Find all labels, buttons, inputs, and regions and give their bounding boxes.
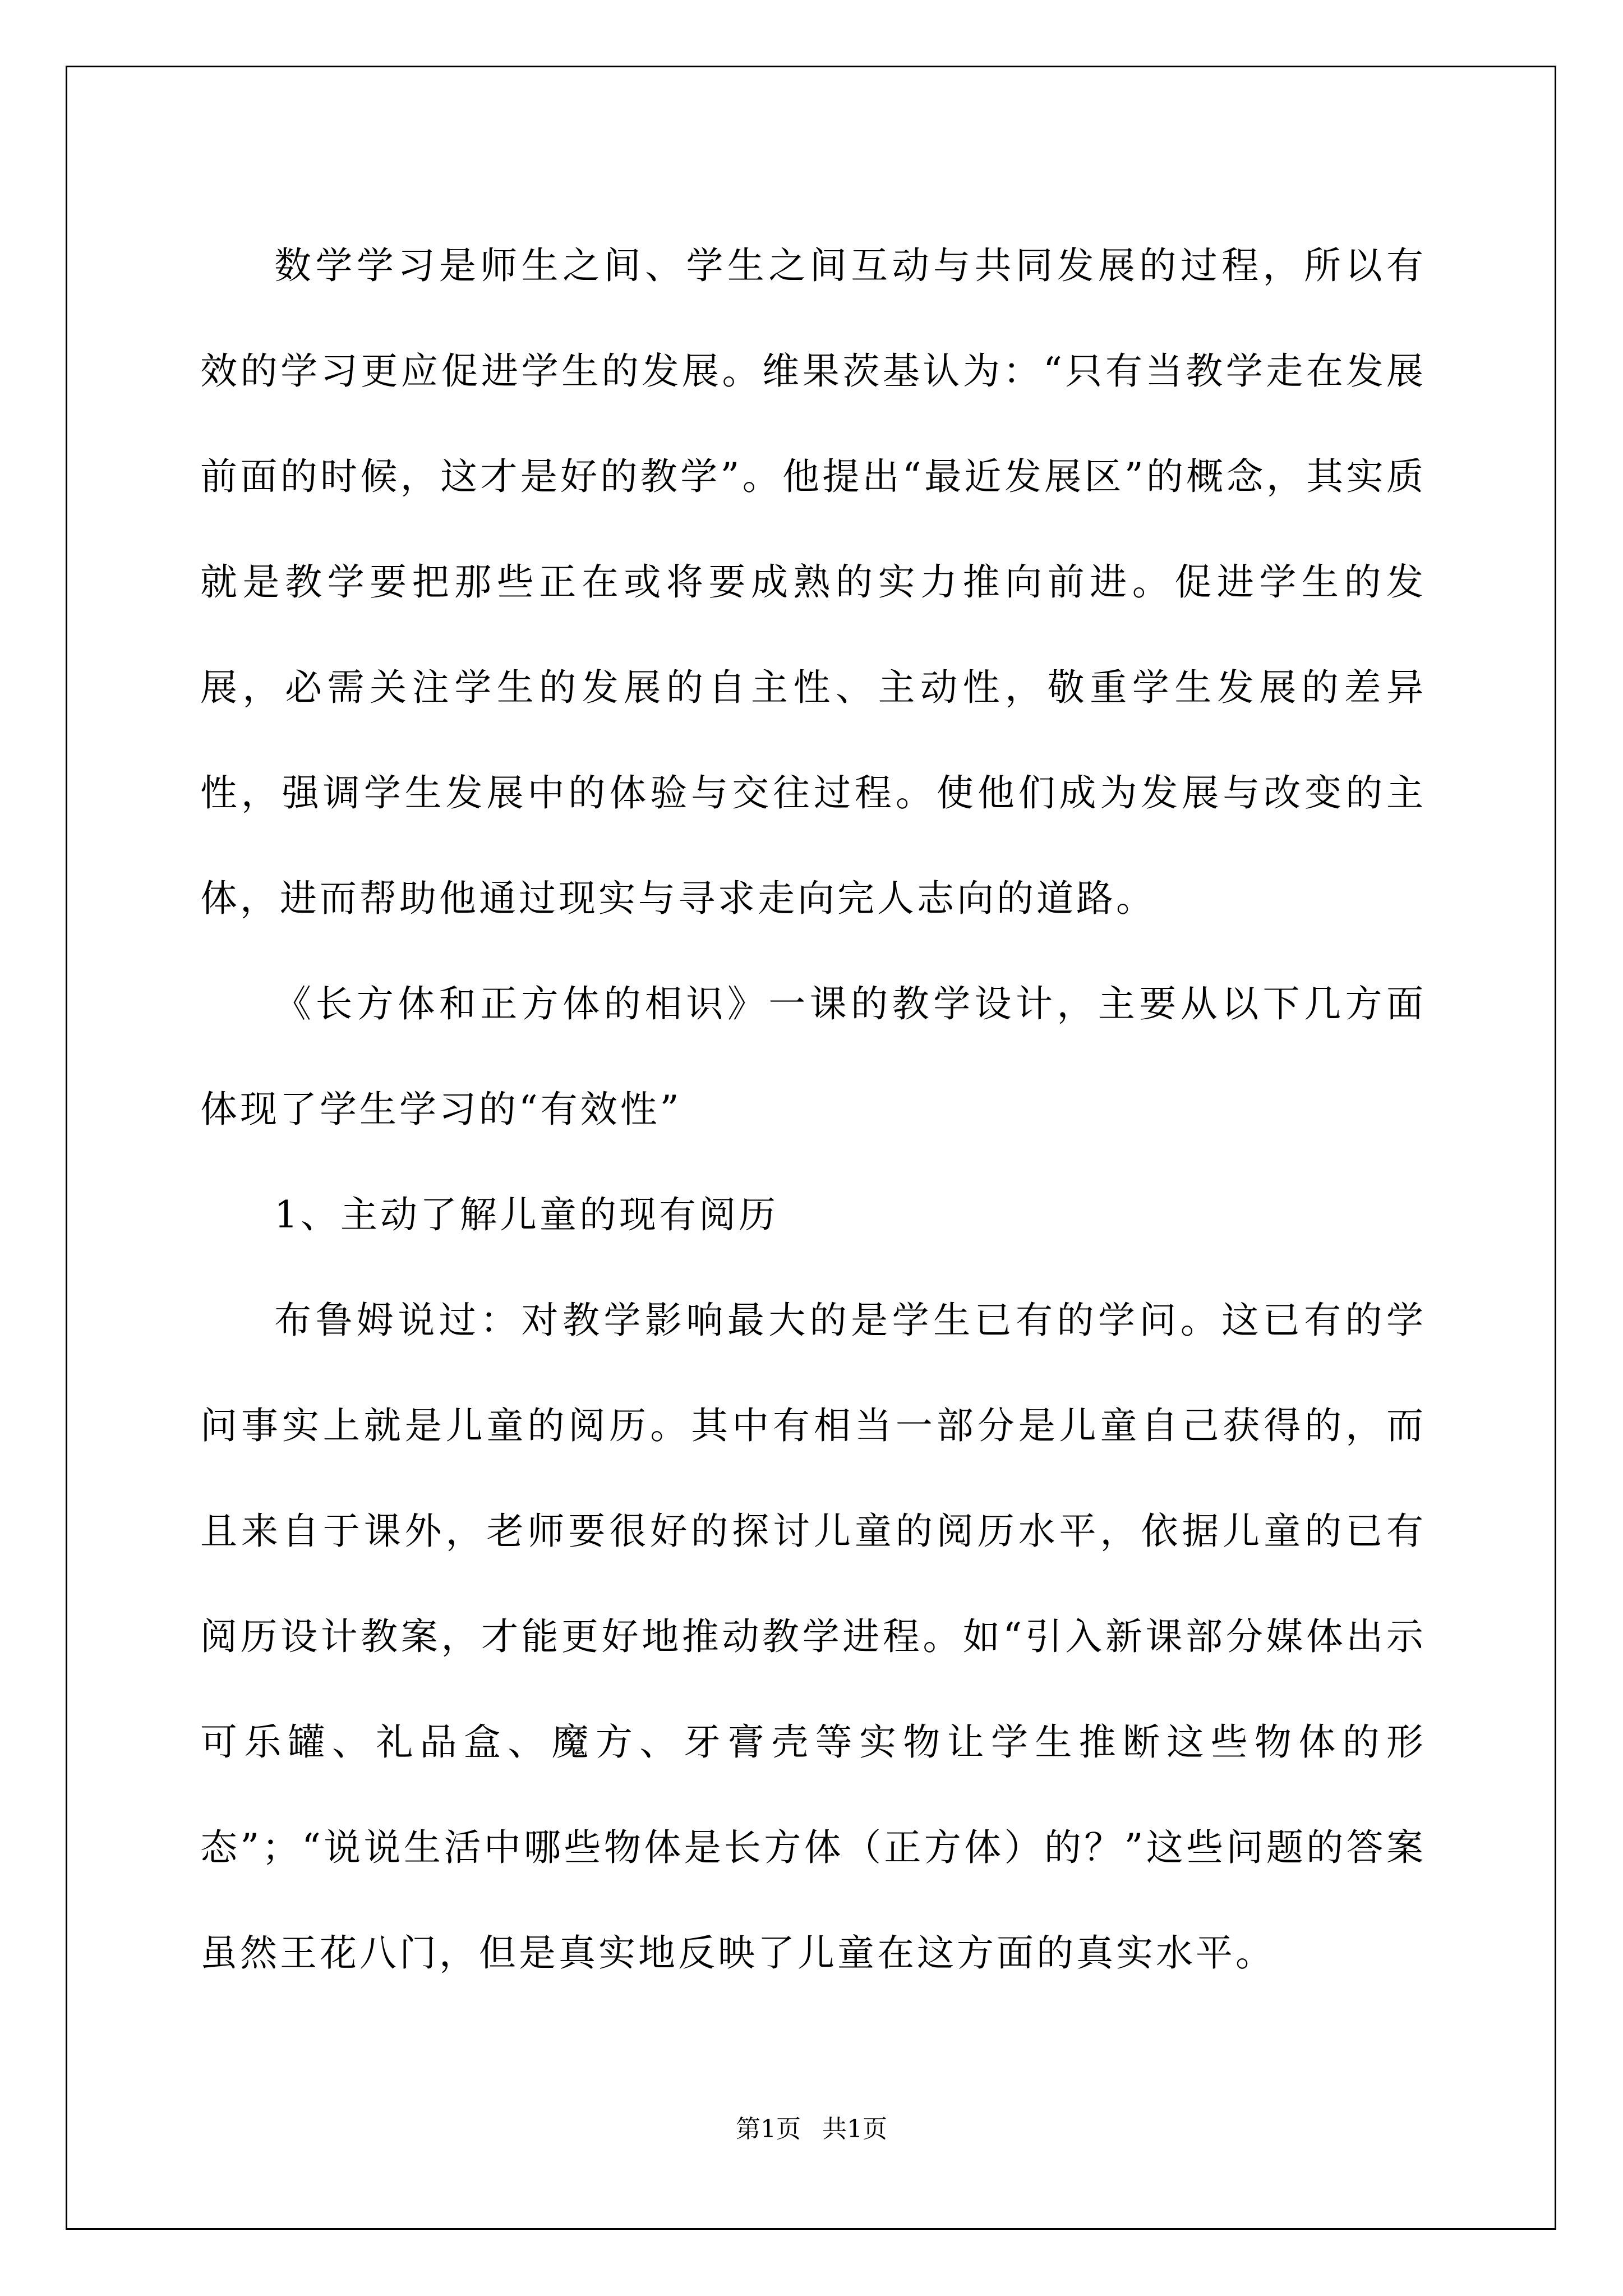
paragraph-lesson-design: 《长方体和正方体的相识》一课的教学设计，主要从以下几方面体现了学生学习的“有效性” <box>200 982 1426 1131</box>
document-body <box>200 213 1426 2006</box>
page-number: 第1页 <box>736 2115 801 2143</box>
paragraph-bloom-quote: 布鲁姆说过：对教学影响最大的是学生已有的学问。这已有的学问事实上就是儿童的阅历。其中有相当一部分是儿童自己获得的，而且来自于课外，老师要很好的探讨儿童的阅历水平，依据儿童的已有阅历设计教案，才能更好地推动教学进程。如“引入新课部分媒体出示可乐罐、礼品盒、魔方、牙膏壳等实物让学生推断这些物体的形态”；“说说生活中哪些物体是长方体（正方体）的？”这些问题的答案虽然王花八门，但是真实地反映了儿童在这方面的真实水平。 <box>200 1299 1426 1975</box>
paragraph-intro: 数学学习是师生之间、学生之间互动与共同发展的过程，所以有效的学习更应促进学生的发展。维果茨基认为：“只有当教学走在发展前面的时候，这才是好的教学”。他提出“最近发展区”的概念，其实质就是教学要把那些正在或将要成熟的实力推向前进。促进学生的发展，必需关注学生的发展的自主性、主动性，敬重学生发展的差异性，强调学生发展中的体验与交往过程。使他们成为发展与改变的主体，进而帮助他通过现实与寻求走向完人志向的道路。 <box>200 244 1426 920</box>
page-footer <box>0 2114 1623 2145</box>
page-total: 共1页 <box>822 2115 887 2143</box>
paragraph-section-heading: 1、主动了解儿童的现有阅历 <box>274 1193 778 1236</box>
